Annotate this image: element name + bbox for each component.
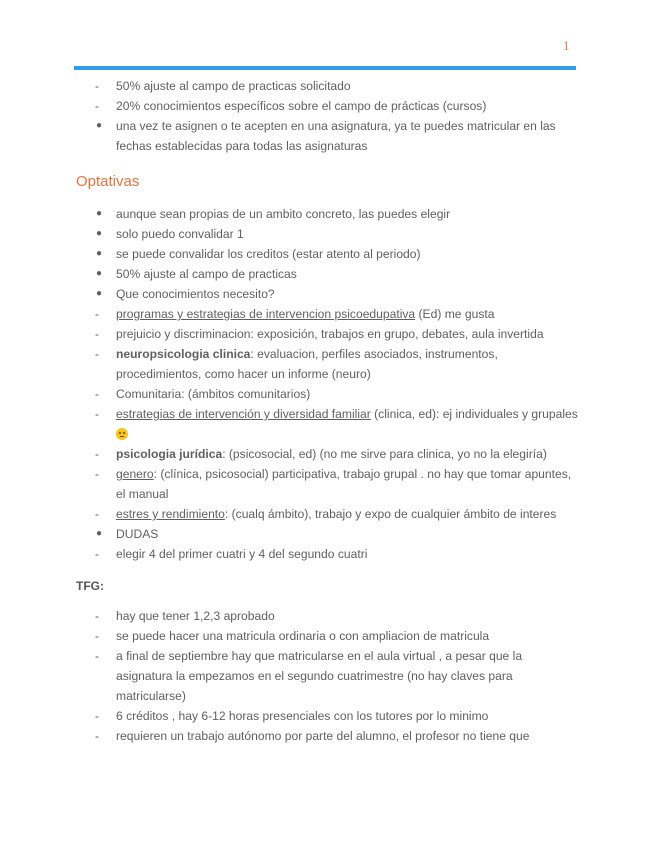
dash-marker: - xyxy=(95,407,100,421)
list-item xyxy=(76,544,581,564)
list-item xyxy=(76,284,581,304)
subject-item xyxy=(76,464,581,504)
tfg-heading: TFG: xyxy=(76,579,104,593)
list-item-text: elegir 4 del primer cuatri y 4 del segundo cuatri xyxy=(116,547,368,561)
dash-marker: - xyxy=(95,729,100,743)
header-rule xyxy=(74,66,576,70)
subject-item xyxy=(76,444,581,464)
list-item-text: una vez te asignen o te acepten en una asignatura, ya te puedes matricular en las fechas establecidas para todas las asignaturas xyxy=(116,119,556,153)
list-item-text: solo puedo convalidar 1 xyxy=(116,227,244,241)
subject-notes: Comunitaria: (ámbitos comunitarios) xyxy=(116,387,311,401)
bullet-marker: ● xyxy=(96,228,103,239)
list-item xyxy=(76,646,581,706)
subject-notes: : evaluacion, perfiles asociados, instrumentos, procedimientos, como hacer un informe (neuro) xyxy=(116,347,498,381)
list-item-text: requieren un trabajo autónomo por parte del alumno, el profesor no tiene que xyxy=(116,729,530,743)
list-item-text: a final de septiembre hay que matricularse en el aula virtual , a pesar que la asignatura la empezamos en el segundo cuatrimestre (no hay claves para matricularse) xyxy=(116,649,523,703)
subject-notes: : (psicosocial, ed) (no me sirve para clinica, yo no la elegiría) xyxy=(222,447,547,461)
slightly-frowning-face-icon xyxy=(116,428,128,440)
list-item-text: Que conocimientos necesito? xyxy=(116,287,275,301)
subject-item xyxy=(76,304,581,324)
subject-notes: (clinica, ed): ej individuales y grupales xyxy=(370,407,578,421)
dash-marker: - xyxy=(95,629,100,643)
dash-marker: - xyxy=(95,327,100,341)
dash-marker: - xyxy=(95,547,100,561)
list-item xyxy=(76,116,581,156)
bullet-marker: ● xyxy=(96,248,103,259)
subject-item xyxy=(76,404,581,444)
list-item-text: 50% ajuste al campo de practicas solicitado xyxy=(116,79,351,93)
subject-name: neuropsicologia clinica xyxy=(116,347,251,361)
subject-name: estres y rendimiento xyxy=(116,507,225,521)
bullet-marker: ● xyxy=(96,288,103,299)
list-item xyxy=(76,224,581,244)
subject-name: psicologia jurídica xyxy=(116,447,223,461)
subject-notes: prejuicio y discriminacion: exposición, trabajos en grupo, debates, aula invertida xyxy=(116,327,544,341)
dash-marker: - xyxy=(95,387,100,401)
list-item xyxy=(76,726,581,746)
subject-item xyxy=(76,504,581,524)
bullet-marker: ● xyxy=(96,208,103,219)
dash-marker: - xyxy=(95,649,100,663)
list-item-text: se puede convalidar los creditos (estar atento al periodo) xyxy=(116,247,421,261)
dash-marker: - xyxy=(95,467,100,481)
dash-marker: - xyxy=(95,609,100,623)
subject-item xyxy=(76,324,581,344)
list-item-text: aunque sean propias de un ambito concreto, las puedes elegir xyxy=(116,207,451,221)
dash-marker: - xyxy=(95,507,100,521)
subject-notes: : (cualq ámbito), trabajo y expo de cualquier ámbito de interes xyxy=(224,507,557,521)
subject-name: genero xyxy=(116,467,154,481)
list-item-text: se puede hacer una matricula ordinaria o con ampliacion de matricula xyxy=(116,629,490,643)
list-item xyxy=(76,706,581,726)
bullet-marker: ● xyxy=(96,120,103,131)
list-item-text: 50% ajuste al campo de practicas xyxy=(116,267,297,281)
list-item-text: DUDAS xyxy=(116,527,159,541)
list-item xyxy=(76,76,581,96)
dash-marker: - xyxy=(95,447,100,461)
dash-marker: - xyxy=(95,347,100,361)
bullet-marker: ● xyxy=(96,268,103,279)
optativas-heading: Optativas xyxy=(76,173,140,190)
subject-name: estrategias de intervención y diversidad familiar xyxy=(116,407,371,421)
list-item-text: hay que tener 1,2,3 aprobado xyxy=(116,609,275,623)
dash-marker: - xyxy=(95,307,100,321)
list-item xyxy=(76,244,581,264)
list-item-text: 6 créditos , hay 6-12 horas presenciales con los tutores por lo minimo xyxy=(116,709,489,723)
subject-item xyxy=(76,384,581,404)
list-item xyxy=(76,264,581,284)
list-item-text: 20% conocimientos específicos sobre el campo de prácticas (cursos) xyxy=(116,99,487,113)
subject-name: programas y estrategias de intervencion psicoedupativa xyxy=(116,307,416,321)
page-number: 1 xyxy=(563,38,570,53)
list-item xyxy=(76,96,581,116)
list-item xyxy=(76,606,581,626)
document-body xyxy=(76,76,581,746)
dash-marker: - xyxy=(95,709,100,723)
list-item xyxy=(76,204,581,224)
dash-marker: - xyxy=(95,79,100,93)
subject-notes: (Ed) me gusta xyxy=(415,307,495,321)
bullet-marker: ● xyxy=(96,528,103,539)
list-item xyxy=(76,524,581,544)
dash-marker: - xyxy=(95,99,100,113)
subject-item xyxy=(76,344,581,384)
list-item xyxy=(76,626,581,646)
subject-notes: : (clínica, psicosocial) participativa, trabajo grupal . no hay que tomar apuntes, el manual xyxy=(116,467,572,501)
